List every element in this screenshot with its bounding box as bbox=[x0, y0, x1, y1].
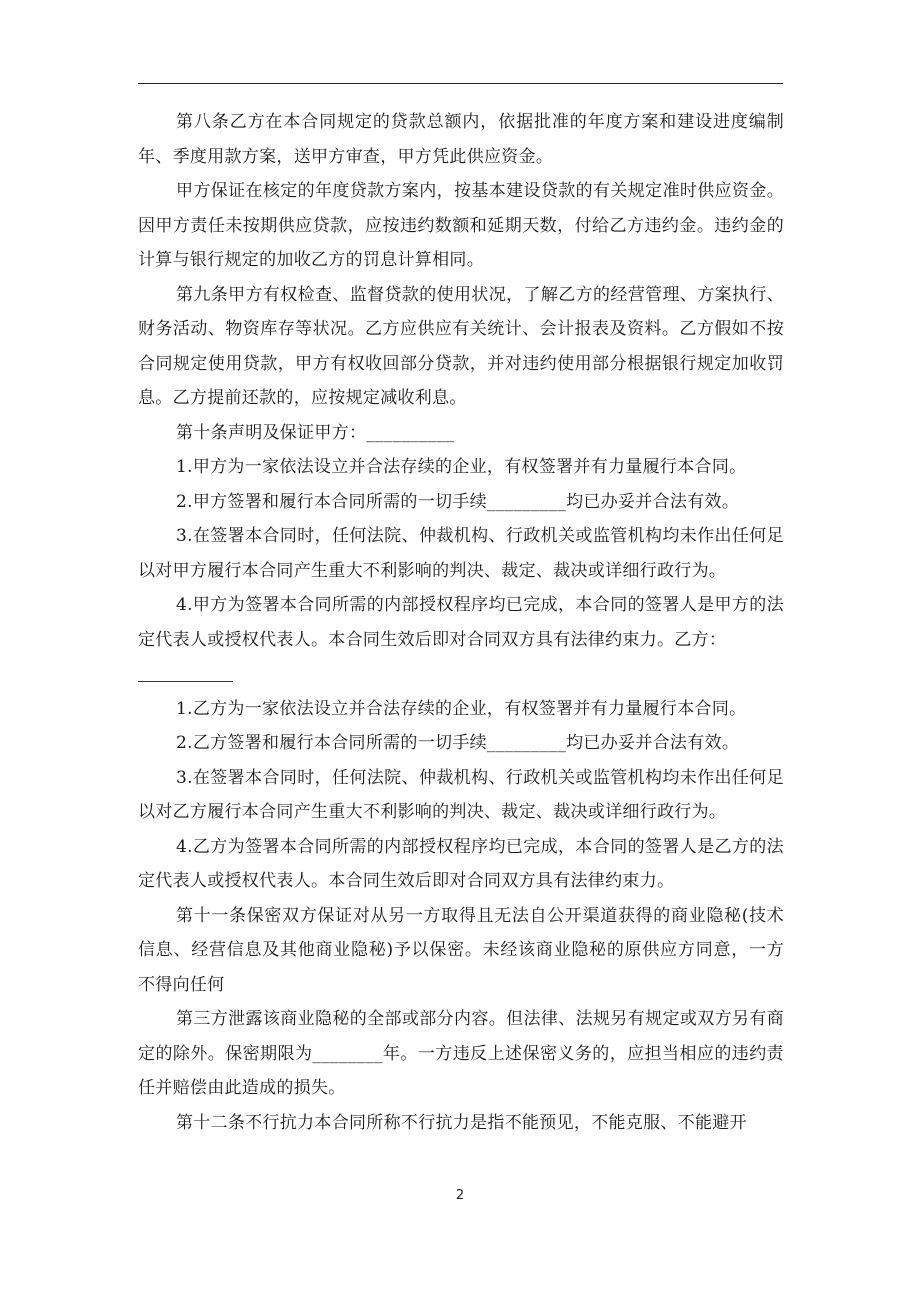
paragraph-article-10-heading: 第十条声明及保证甲方：__________ bbox=[176, 422, 455, 443]
header-rule bbox=[138, 83, 783, 84]
document-body bbox=[138, 105, 784, 1140]
paragraph-party-b-clause-4: 4.乙方为签署本合同所需的内部授权程序均已完成，本合同的签署人是乙方的法定代表人或授权代表人。本合同生效后即对合同双方具有法律约束力。 bbox=[138, 836, 784, 891]
paragraph-party-a-clause-3: 3.在签署本合同时，任何法院、仲裁机构、行政机关或监管机构均未作出任何足以对甲方履行本合同产生重大不利影响的判决、裁定、裁决或详细行政行为。 bbox=[138, 526, 784, 581]
paragraph-article-11: 第十一条保密双方保证对从另一方取得且无法自公开渠道获得的商业隐秘(技术信息、经营信息及其他商业隐秘)予以保密。未经该商业隐秘的原供应方同意，一方不得向任何 bbox=[138, 905, 784, 995]
paragraph-funding-guarantee: 甲方保证在核定的年度贷款方案内，按基本建设贷款的有关规定准时供应资金。因甲方责任未按期供应贷款，应按违约数额和延期天数，付给乙方违约金。违约金的计算与银行规定的加收乙方的罚息计算相同。 bbox=[138, 181, 784, 270]
paragraph-article-9: 第九条甲方有权检查、监督贷款的使用状况，了解乙方的经营管理、方案执行、财务活动、物资库存等状况。乙方应供应有关统计、会计报表及资料。乙方假如不按合同规定使用贷款，甲方有权收回部分贷款，并对违约使用部分根据银行规定加收罚息。乙方提前还款的，应按规定减收利息。 bbox=[138, 284, 784, 408]
party-b-blank-line bbox=[138, 657, 233, 692]
paragraph-party-b-clause-2: 2.乙方签署和履行本合同所需的一切手续_________均已办妥并合法有效。 bbox=[176, 733, 740, 753]
page-number: 2 bbox=[455, 1188, 465, 1203]
paragraph-party-b-clause-1: 1.乙方为一家依法设立并合法存续的企业，有权签署并有力量履行本合同。 bbox=[176, 698, 747, 719]
paragraph-confidentiality-cont: 第三方泄露该商业隐秘的全部或部分内容。但法律、法规另有规定或双方另有商定的除外。保密期限为________年。一方违反上述保密义务的，应担当相应的违约责任并赔偿由此造成的损失。 bbox=[138, 1009, 784, 1098]
paragraph-party-a-clause-1: 1.甲方为一家依法设立并合法存续的企业，有权签署并有力量履行本合同。 bbox=[176, 457, 747, 477]
paragraph-article-8: 第八条乙方在本合同规定的贷款总额内，依据批准的年度方案和建设进度编制年、季度用款方案，送甲方审查，甲方凭此供应资金。 bbox=[138, 112, 784, 167]
paragraph-party-a-clause-4: 4.甲方为签署本合同所需的内部授权程序均已完成，本合同的签署人是甲方的法定代表人或授权代表人。本合同生效后即对合同双方具有法律约束力。乙方： bbox=[138, 595, 784, 650]
paragraph-party-b-clause-3: 3.在签署本合同时，任何法院、仲裁机构、行政机关或监管机构均未作出任何足以对乙方履行本合同产生重大不利影响的判决、裁定、裁决或详细行政行为。 bbox=[138, 767, 784, 822]
paragraph-party-a-clause-2: 2.甲方签署和履行本合同所需的一切手续_________均已办妥并合法有效。 bbox=[176, 491, 740, 512]
paragraph-article-12: 第十二条不行抗力本合同所称不行抗力是指不能预见，不能克服、不能避开 bbox=[176, 1112, 747, 1133]
